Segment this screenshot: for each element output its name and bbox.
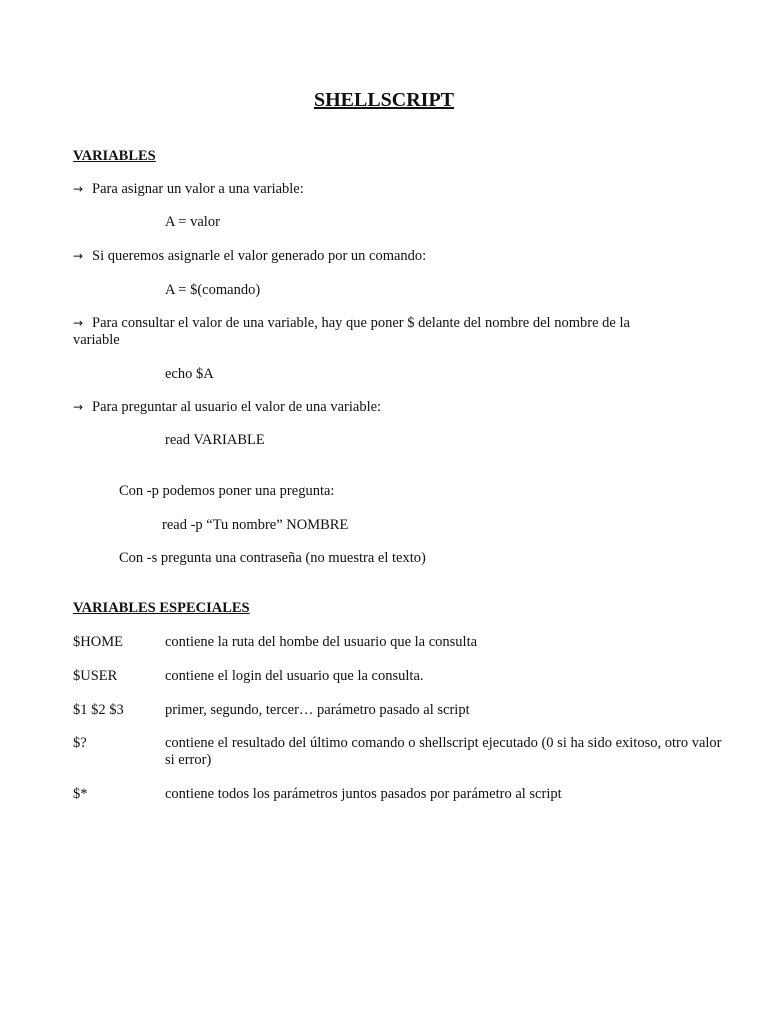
note-prompt-option: Con -p podemos poner una pregunta: [119, 483, 335, 499]
special-variable-key: $USER [73, 668, 118, 684]
bullet-text: Si queremos asignarle el valor generado por un comando: [92, 248, 427, 264]
code-example: A = $(comando) [165, 282, 261, 298]
special-variable-description: contiene la ruta del hombe del usuario que la consulta [165, 634, 478, 650]
section-heading-special-variables: VARIABLES ESPECIALES [73, 600, 250, 616]
code-example: echo $A [165, 366, 214, 382]
bullet-text: Para asignar un valor a una variable: [92, 181, 304, 197]
special-variable-description: contiene todos los parámetros juntos pasados por parámetro al script [165, 786, 562, 802]
special-variable-description: contiene el login del usuario que la consulta. [165, 668, 424, 684]
special-variable-key: $HOME [73, 634, 123, 650]
code-example: A = valor [165, 214, 220, 230]
special-variable-key: $1 $2 $3 [73, 702, 124, 718]
bullet-text: Para preguntar al usuario el valor de una variable: [92, 399, 382, 415]
note-silent-option: Con -s pregunta una contraseña (no muestra el texto) [119, 550, 426, 566]
code-example-prompt: read -p “Tu nombre” NOMBRE [162, 517, 349, 533]
special-variable-description: contiene el resultado del último comando o shellscript ejecutado (0 si ha sido exitoso, otro valor si error) [165, 735, 722, 768]
arrow-right-icon: → [73, 249, 84, 263]
special-variable-key: $* [73, 786, 88, 802]
special-variable-description: primer, segundo, tercer… parámetro pasado al script [165, 702, 470, 718]
arrow-right-icon: → [73, 400, 84, 414]
special-variable-key: $? [73, 735, 87, 751]
bullet-text: Para consultar el valor de una variable, hay que poner $ delante del nombre del nombre de la [92, 315, 630, 331]
page-title: SHELLSCRIPT [313, 89, 455, 111]
arrow-right-icon: → [73, 182, 84, 196]
bullet-item [73, 248, 426, 265]
bullet-item [73, 399, 381, 416]
bullet-item [73, 315, 630, 332]
code-example: read VARIABLE [165, 432, 265, 448]
bullet-text-continuation: variable [73, 332, 120, 348]
bullet-item [73, 181, 304, 198]
section-heading-variables: VARIABLES [73, 148, 156, 164]
arrow-right-icon: → [73, 316, 84, 330]
